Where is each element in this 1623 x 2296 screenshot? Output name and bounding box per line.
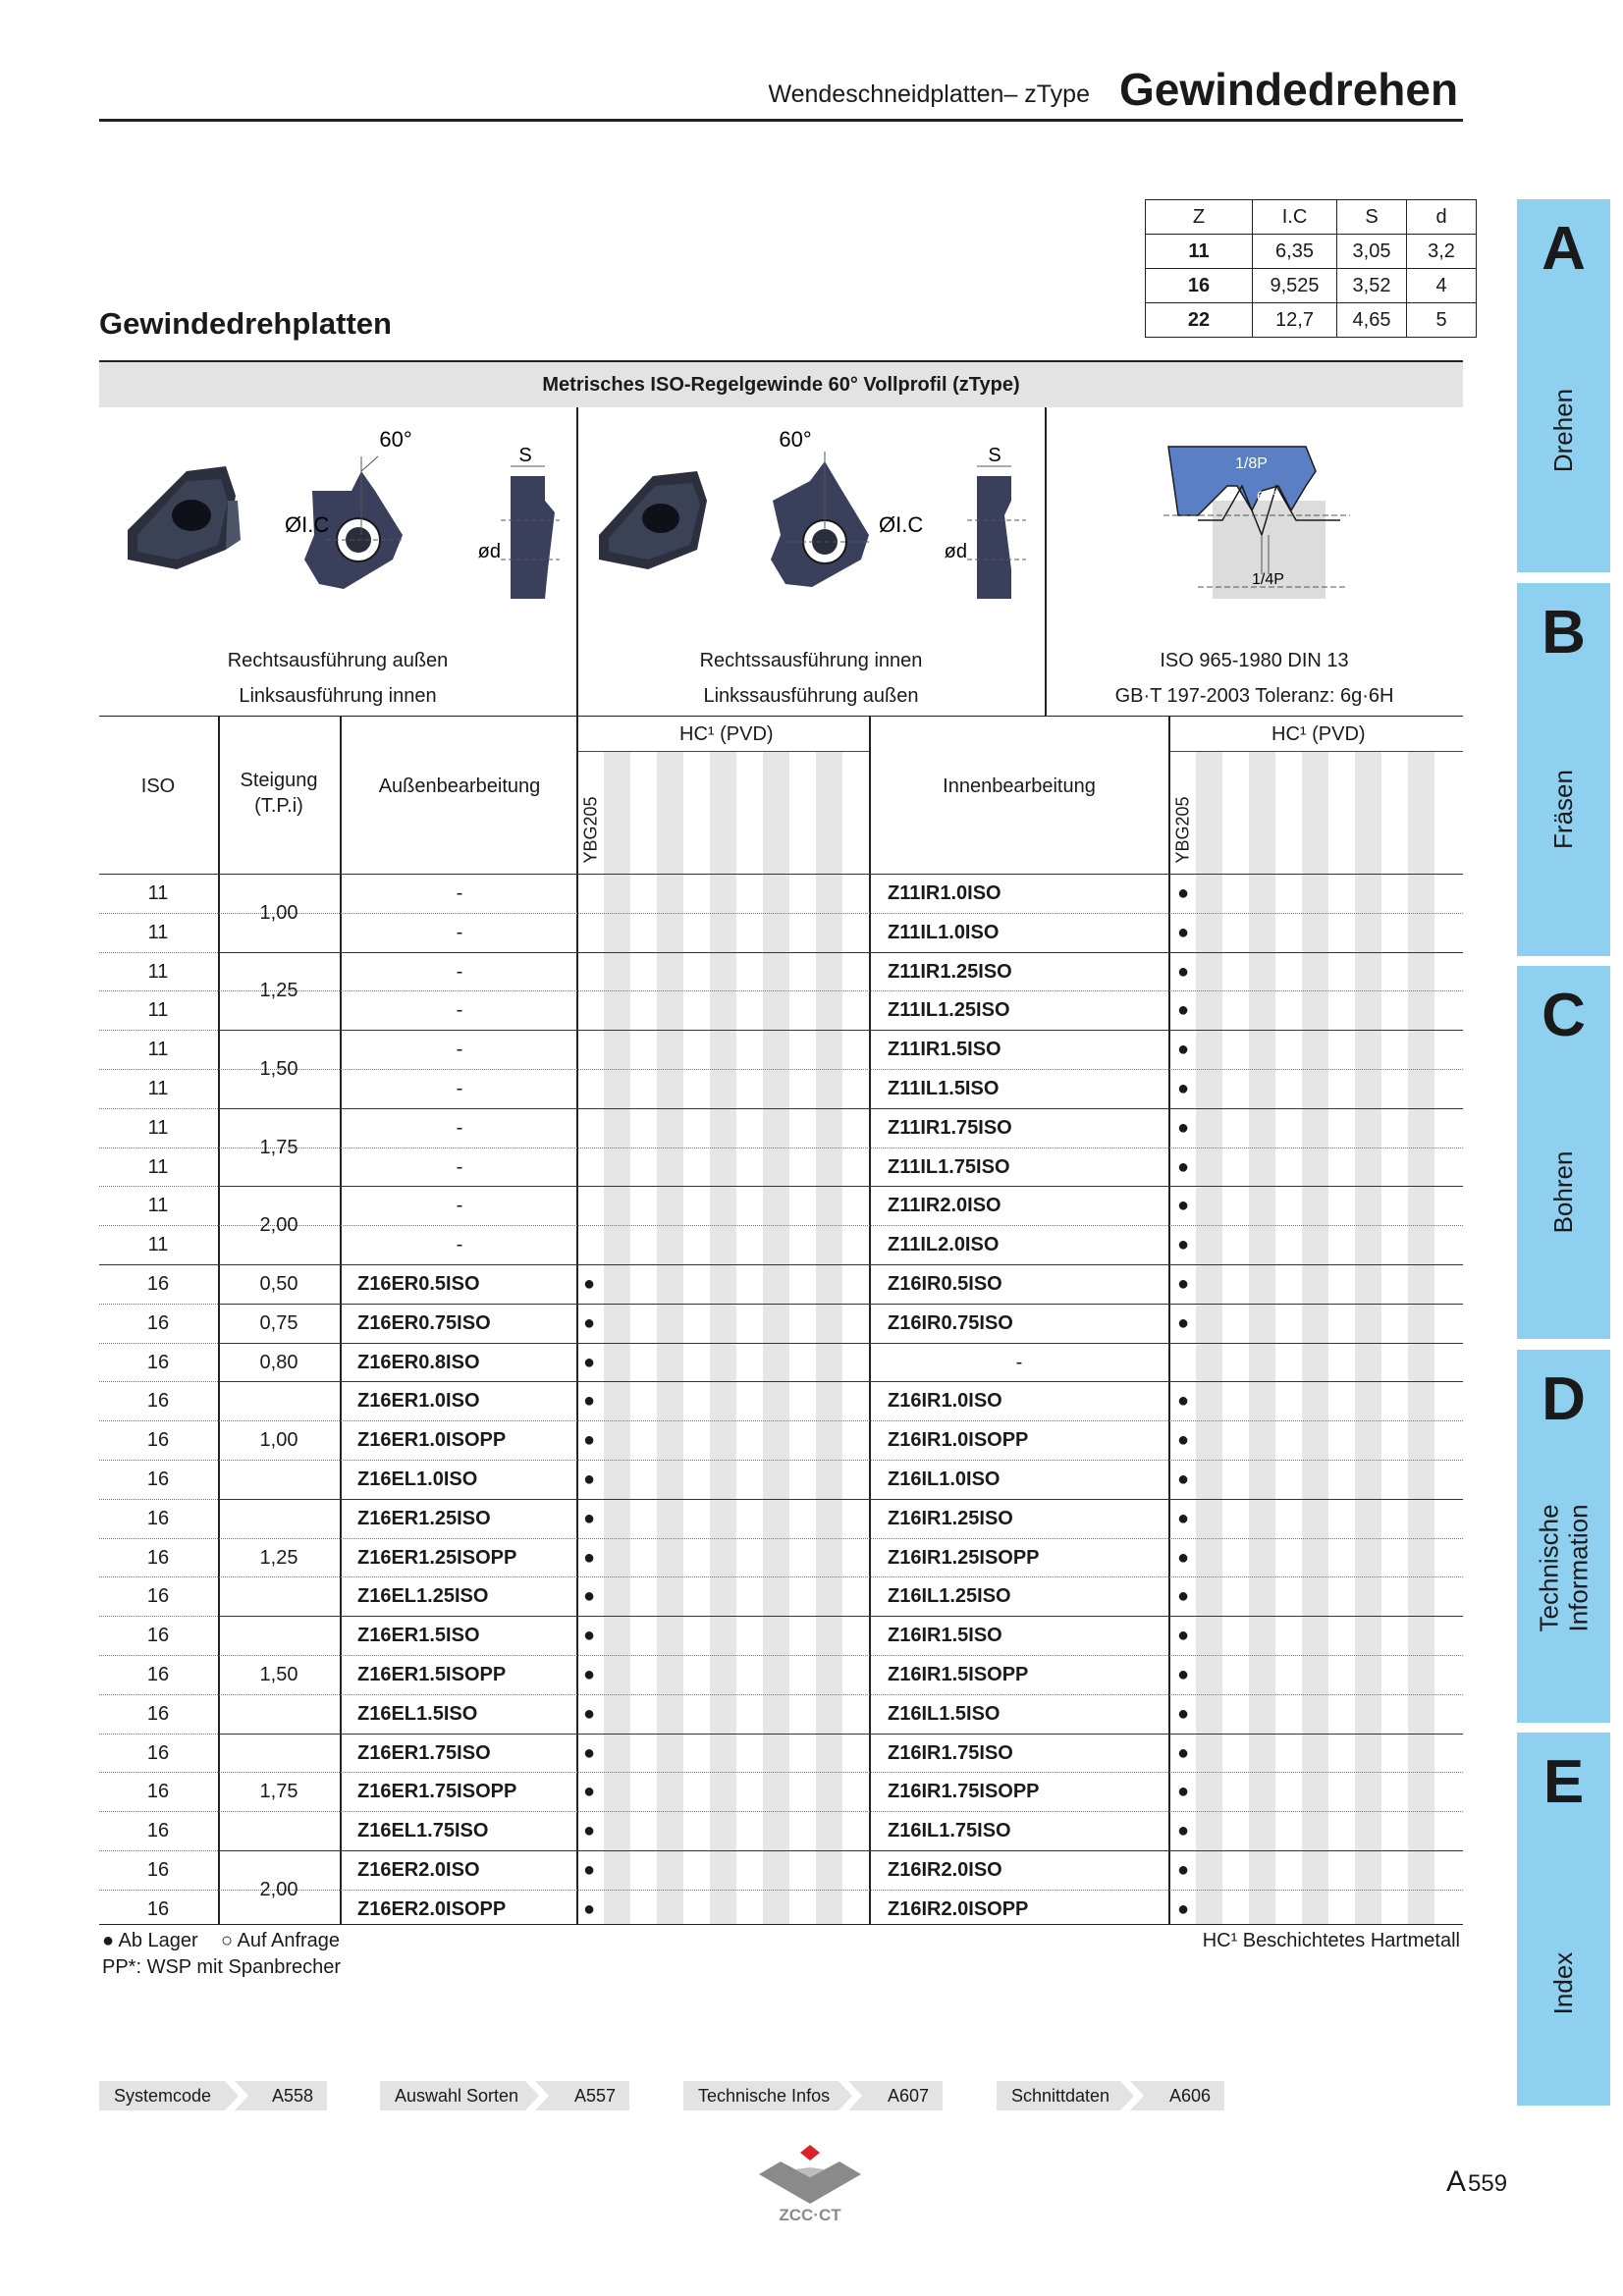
grade-group-ext: HC¹ (PVD) — [679, 723, 774, 745]
spec-cell: 4,65 — [1337, 303, 1407, 338]
tab-label: Drehen — [1548, 388, 1578, 473]
row-divider — [99, 1694, 1463, 1695]
ic-label: ØI.C — [285, 512, 330, 537]
tab-drehen[interactable] — [1517, 199, 1610, 572]
int-stock-dot: ● — [1177, 1664, 1190, 1685]
int-stock-dot: ● — [1177, 1820, 1190, 1842]
int-code-cell: Z16IR0.5ISO — [888, 1273, 1002, 1295]
caption-standard — [1046, 643, 1463, 714]
grade-stripe — [816, 751, 842, 1925]
spec-cell: 9,525 — [1253, 269, 1337, 303]
int-stock-dot: ● — [1177, 1585, 1190, 1608]
external-insert-drawing — [108, 422, 569, 618]
pitch-cell: 2,00 — [259, 1878, 298, 1900]
group-divider — [219, 1304, 1463, 1305]
nav-label: Systemcode — [114, 2086, 212, 2106]
int-code-cell: Z11IR1.75ISO — [888, 1116, 1012, 1139]
iso-cell: 16 — [146, 1351, 170, 1373]
int-code-cell: - — [1015, 1351, 1023, 1373]
iso-cell: 16 — [146, 1664, 170, 1685]
nav-schnittdaten[interactable] — [997, 2081, 1224, 2110]
int-stock-dot: ● — [1177, 1897, 1190, 1920]
iso-cell: 16 — [146, 1468, 170, 1490]
tab-label: Bohren — [1548, 1150, 1578, 1234]
iso-cell: 11 — [147, 1234, 169, 1256]
int-code-cell: Z16IL1.5ISO — [888, 1702, 1001, 1725]
ext-stock-dot: ● — [583, 1351, 596, 1373]
grade-column-int — [1169, 751, 1463, 1925]
d-label: ød — [477, 541, 501, 562]
grade-stripe — [1196, 751, 1222, 1925]
grade-label-ext: YBG205 — [580, 796, 601, 864]
caption-line: ISO 965-1980 DIN 13 — [1160, 650, 1349, 671]
tab-technische-information[interactable] — [1517, 1350, 1610, 1723]
col-separator — [1168, 716, 1170, 1925]
legend-pp: PP*: WSP mit Spanbrecher — [102, 1956, 342, 1978]
spec-cell: 16 — [1146, 269, 1253, 303]
spec-cell: 4 — [1407, 269, 1477, 303]
int-code-cell: Z11IR2.0ISO — [888, 1195, 1001, 1217]
spec-cell: 12,7 — [1253, 303, 1337, 338]
legend-stock: ● Ab Lager — [102, 1930, 198, 1951]
col-header-pitch: Steigung (T.P.i) — [240, 770, 318, 817]
table-bottom-rule — [99, 1924, 1463, 1925]
ext-code-cell: Z16ER2.0ISOPP — [357, 1897, 507, 1920]
page-number-value: 559 — [1468, 2170, 1508, 2197]
ext-stock-dot — [583, 952, 603, 991]
nav-label: Auswahl Sorten — [395, 2086, 519, 2106]
iso-cell: 16 — [146, 1625, 170, 1647]
triangle-insert-icon — [771, 452, 869, 587]
ext-stock-dot — [583, 1186, 603, 1225]
thread-bottom-label: 1/4P — [1252, 571, 1284, 588]
ext-stock-dot — [583, 1030, 603, 1069]
legend-hc: HC¹ Beschichtetes Hartmetall — [1202, 1930, 1460, 1951]
internal-insert-drawing — [584, 422, 1041, 618]
pitch-cell: 0,50 — [259, 1272, 298, 1295]
thread-profile-drawing — [1159, 442, 1355, 609]
pitch-cell: 1,50 — [259, 1663, 298, 1685]
row-divider — [99, 874, 1463, 875]
group-divider — [219, 1616, 1463, 1617]
ext-code-cell: Z16ER1.5ISO — [357, 1625, 480, 1647]
group-divider — [219, 1734, 1463, 1735]
tab-letter: D — [1542, 1365, 1586, 1433]
row-divider — [99, 1811, 1463, 1812]
grade-stripe — [763, 751, 789, 1925]
nav-systemcode[interactable] — [99, 2081, 327, 2110]
pitch-cell: 1,00 — [259, 901, 298, 924]
page-number-prefix: A — [1446, 2165, 1467, 2198]
ext-code-cell: - — [456, 1195, 463, 1217]
iso-cell: 16 — [146, 1897, 170, 1920]
int-stock-dot: ● — [1177, 1039, 1190, 1061]
int-code-cell: Z16IR1.0ISOPP — [888, 1429, 1029, 1452]
row-divider — [99, 1576, 1463, 1577]
s-label: S — [518, 445, 532, 466]
nav-page: A606 — [1168, 2086, 1211, 2106]
thread-angle-label: 60° — [1257, 488, 1278, 504]
int-stock-dot: ● — [1177, 1741, 1190, 1764]
spec-cell: 3,05 — [1337, 235, 1407, 269]
ext-code-cell: - — [456, 882, 463, 904]
chevron-right-icon — [839, 2081, 862, 2110]
page-title: Gewindedrehen — [1119, 64, 1459, 115]
caption-line: Linkssausführung außen — [703, 685, 919, 707]
ext-code-cell: Z16ER2.0ISO — [357, 1859, 480, 1881]
group-divider — [219, 1850, 1463, 1851]
iso-cell: 11 — [147, 1078, 169, 1099]
spec-header: Z — [1146, 200, 1253, 235]
grade-label-int: YBG205 — [1172, 796, 1193, 864]
tab-fraesen[interactable] — [1517, 583, 1610, 956]
spec-cell: 3,52 — [1337, 269, 1407, 303]
ext-stock-dot: ● — [583, 1820, 596, 1842]
ext-stock-dot: ● — [583, 1546, 596, 1569]
int-code-cell: Z16IR2.0ISO — [888, 1859, 1002, 1881]
int-stock-dot: ● — [1177, 1546, 1190, 1569]
int-code-cell: Z11IL1.5ISO — [888, 1078, 1000, 1099]
chevron-right-icon — [225, 2081, 248, 2110]
tab-label: Fräsen — [1548, 770, 1578, 849]
nav-technische-infos[interactable] — [683, 2081, 943, 2110]
ext-stock-dot: ● — [583, 1390, 596, 1413]
grade-stripe — [1249, 751, 1275, 1925]
grade-stripe — [1408, 751, 1434, 1925]
spec-table — [1145, 199, 1477, 338]
int-stock-dot: ● — [1177, 1507, 1190, 1529]
int-code-cell: Z16IL1.75ISO — [888, 1820, 1011, 1842]
ext-stock-dot — [583, 913, 603, 952]
chevron-right-icon — [1120, 2081, 1144, 2110]
grade-stripe — [657, 751, 683, 1925]
iso-cell: 11 — [147, 1155, 169, 1178]
group-divider — [219, 1264, 1463, 1265]
int-code-cell: Z11IL2.0ISO — [888, 1234, 1000, 1256]
iso-cell: 16 — [146, 1429, 170, 1452]
spec-cell: 11 — [1146, 235, 1253, 269]
s-label: S — [988, 445, 1001, 466]
ext-stock-dot: ● — [583, 1429, 596, 1452]
iso-cell: 16 — [146, 1390, 170, 1413]
ext-stock-dot: ● — [583, 1702, 596, 1725]
insert-photo-icon — [599, 471, 707, 569]
ext-code-cell: - — [456, 999, 463, 1022]
page-number — [1446, 2165, 1507, 2199]
spec-header: d — [1407, 200, 1477, 235]
ext-stock-dot: ● — [583, 1897, 596, 1920]
ext-stock-dot: ● — [583, 1273, 596, 1295]
pitch-cell: 1,75 — [259, 1136, 298, 1158]
ext-code-cell: Z16EL1.5ISO — [357, 1702, 478, 1725]
row-divider — [99, 1460, 1463, 1461]
grade-stripe — [1355, 751, 1381, 1925]
nav-label: Technische Infos — [698, 2086, 831, 2106]
int-code-cell: Z16IL1.25ISO — [888, 1585, 1011, 1608]
header-rule — [99, 716, 1463, 717]
ext-code-cell: - — [456, 1039, 463, 1061]
ext-stock-dot: ● — [583, 1859, 596, 1881]
pitch-cell: 1,00 — [259, 1429, 298, 1452]
ext-stock-dot: ● — [583, 1781, 596, 1803]
ext-stock-dot: ● — [583, 1664, 596, 1685]
thread-top-label: 1/8P — [1235, 455, 1268, 472]
ext-stock-dot: ● — [583, 1585, 596, 1608]
tab-bohren[interactable] — [1517, 966, 1610, 1339]
nav-page: A557 — [573, 2086, 616, 2106]
caption-line: Linksausführung innen — [239, 685, 437, 707]
table-band-title: Metrisches ISO-Regelgewinde 60° Vollprofil (zType) — [99, 362, 1463, 407]
nav-auswahl-sorten[interactable] — [380, 2081, 629, 2110]
ext-code-cell: Z16ER0.75ISO — [357, 1311, 491, 1334]
group-divider — [219, 1108, 1463, 1109]
tab-letter: A — [1542, 215, 1586, 283]
int-code-cell: Z16IR1.75ISO — [888, 1741, 1013, 1764]
int-code-cell: Z16IR1.25ISO — [888, 1507, 1013, 1529]
int-code-cell: Z16IR1.0ISO — [888, 1390, 1002, 1413]
caption-line: Rechtssausführung innen — [699, 650, 923, 671]
ext-code-cell: Z16ER1.25ISO — [357, 1507, 491, 1529]
int-code-cell: Z11IL1.75ISO — [888, 1155, 1010, 1178]
int-code-cell: Z11IR1.0ISO — [888, 882, 1001, 904]
ext-stock-dot: ● — [583, 1741, 596, 1764]
pitch-cell: 0,75 — [259, 1311, 298, 1334]
group-divider — [219, 1186, 1463, 1187]
header-subtitle: Wendeschneidplatten– zType — [768, 80, 1090, 108]
iso-cell: 11 — [147, 921, 169, 943]
ext-code-cell: - — [456, 1116, 463, 1139]
side-profile-icon — [967, 466, 1026, 599]
grade-stripe — [1302, 751, 1328, 1925]
iso-cell: 11 — [147, 999, 169, 1022]
ext-stock-dot: ● — [583, 1507, 596, 1529]
caption-external — [99, 643, 576, 714]
spec-header: S — [1337, 200, 1407, 235]
pitch-cell: 1,50 — [259, 1058, 298, 1080]
angle-label: 60° — [379, 427, 412, 452]
int-code-cell: Z16IR1.25ISOPP — [888, 1546, 1040, 1569]
tab-letter: E — [1542, 1748, 1585, 1816]
int-stock-dot: ● — [1177, 960, 1190, 983]
int-stock-dot: ● — [1177, 1390, 1190, 1413]
ext-stock-dot — [583, 1069, 603, 1108]
int-code-cell: Z16IL1.0ISO — [888, 1468, 1001, 1490]
grade-group-rule — [1169, 751, 1463, 752]
ext-stock-dot: ● — [583, 1468, 596, 1490]
tab-letter: C — [1542, 982, 1586, 1049]
int-stock-dot: ● — [1177, 1859, 1190, 1881]
grade-column-ext — [577, 751, 870, 1925]
int-stock-dot: ● — [1177, 921, 1190, 943]
ext-code-cell: Z16EL1.75ISO — [357, 1820, 489, 1842]
int-stock-dot — [1177, 1343, 1197, 1382]
int-code-cell: Z11IL1.25ISO — [888, 999, 1010, 1022]
ext-code-cell: - — [456, 1234, 463, 1256]
section-title: Gewindedrehplatten — [99, 306, 392, 341]
int-code-cell: Z11IL1.0ISO — [888, 921, 1000, 943]
int-stock-dot: ● — [1177, 1429, 1190, 1452]
pitch-cell: 1,75 — [259, 1781, 298, 1803]
ext-code-cell: - — [456, 960, 463, 983]
spec-cell: 6,35 — [1253, 235, 1337, 269]
pitch-cell: 1,25 — [259, 1546, 298, 1569]
iso-cell: 11 — [147, 960, 169, 983]
int-stock-dot: ● — [1177, 1078, 1190, 1099]
iso-cell: 11 — [147, 882, 169, 904]
group-divider — [219, 1343, 1463, 1344]
int-stock-dot: ● — [1177, 1702, 1190, 1725]
iso-cell: 16 — [146, 1820, 170, 1842]
pitch-cell: 2,00 — [259, 1214, 298, 1237]
tab-label: Index — [1548, 1951, 1578, 2015]
int-stock-dot: ● — [1177, 1234, 1190, 1256]
pitch-cell: 0,80 — [259, 1351, 298, 1373]
ext-code-cell: Z16ER1.25ISOPP — [357, 1546, 517, 1569]
col-separator — [869, 716, 871, 1925]
ext-code-cell: Z16ER0.5ISO — [357, 1273, 480, 1295]
ext-code-cell: - — [456, 1155, 463, 1178]
int-code-cell: Z11IR1.25ISO — [888, 960, 1012, 983]
side-profile-icon — [501, 466, 560, 599]
int-stock-dot: ● — [1177, 882, 1190, 904]
group-divider — [219, 1499, 1463, 1500]
ic-label: ØI.C — [879, 512, 924, 537]
grade-stripe — [710, 751, 736, 1925]
group-divider — [219, 952, 1463, 953]
pitch-cell: 1,25 — [259, 980, 298, 1002]
int-stock-dot: ● — [1177, 1195, 1190, 1217]
grade-group-int: HC¹ (PVD) — [1271, 723, 1366, 745]
ext-stock-dot — [583, 990, 603, 1030]
tab-label: Technische Information — [1534, 1504, 1594, 1632]
grade-group-rule — [577, 751, 870, 752]
spec-header: I.C — [1253, 200, 1337, 235]
int-code-cell: Z11IR1.5ISO — [888, 1039, 1001, 1061]
iso-cell: 16 — [146, 1273, 170, 1295]
ext-code-cell: Z16ER1.75ISO — [357, 1741, 491, 1764]
caption-line: Rechtsausführung außen — [227, 650, 449, 671]
ext-code-cell: - — [456, 1078, 463, 1099]
ext-stock-dot — [583, 1148, 603, 1187]
ext-code-cell: Z16ER0.8ISO — [357, 1351, 480, 1373]
iso-cell: 16 — [146, 1741, 170, 1764]
ext-code-cell: Z16ER1.0ISO — [357, 1390, 480, 1413]
col-header-ext: Außenbearbeitung — [378, 775, 541, 797]
iso-cell: 16 — [146, 1546, 170, 1569]
group-divider — [219, 1381, 1463, 1382]
logo-text: ZCC·CT — [779, 2206, 841, 2223]
ext-stock-dot — [583, 874, 603, 913]
ext-code-cell: Z16ER1.0ISOPP — [357, 1429, 507, 1452]
iso-cell: 11 — [147, 1195, 169, 1217]
ext-code-cell: Z16ER1.5ISOPP — [357, 1664, 507, 1685]
ext-stock-dot: ● — [583, 1625, 596, 1647]
tab-letter: B — [1542, 599, 1586, 667]
int-stock-dot: ● — [1177, 1468, 1190, 1490]
ext-stock-dot — [583, 1225, 603, 1264]
int-stock-dot: ● — [1177, 1781, 1190, 1803]
int-code-cell: Z16IR2.0ISOPP — [888, 1897, 1029, 1920]
nav-label: Schnittdaten — [1011, 2086, 1110, 2106]
int-code-cell: Z16IR1.5ISO — [888, 1625, 1002, 1647]
zcc-ct-logo — [751, 2140, 869, 2223]
iso-cell: 11 — [147, 1039, 169, 1061]
chevron-right-icon — [525, 2081, 549, 2110]
spec-cell: 22 — [1146, 303, 1253, 338]
d-label: ød — [944, 541, 967, 562]
int-stock-dot: ● — [1177, 1311, 1190, 1334]
ext-code-cell: Z16EL1.0ISO — [357, 1468, 478, 1490]
int-code-cell: Z16IR0.75ISO — [888, 1311, 1013, 1334]
iso-cell: 16 — [146, 1859, 170, 1881]
group-divider — [219, 1030, 1463, 1031]
tab-index[interactable] — [1517, 1733, 1610, 2106]
int-code-cell: Z16IR1.5ISOPP — [888, 1664, 1029, 1685]
int-stock-dot: ● — [1177, 1273, 1190, 1295]
col-header-int: Innenbearbeitung — [943, 775, 1096, 797]
iso-cell: 16 — [146, 1781, 170, 1803]
insert-photo-icon — [128, 466, 241, 569]
iso-cell: 16 — [146, 1585, 170, 1608]
int-code-cell: Z16IR1.75ISOPP — [888, 1781, 1040, 1803]
nav-page: A558 — [271, 2086, 313, 2106]
caption-internal — [577, 643, 1045, 714]
iso-cell: 16 — [146, 1311, 170, 1334]
spec-cell: 5 — [1407, 303, 1477, 338]
iso-cell: 11 — [147, 1116, 169, 1139]
angle-label: 60° — [779, 427, 812, 452]
int-stock-dot: ● — [1177, 1116, 1190, 1139]
int-stock-dot: ● — [1177, 1155, 1190, 1178]
ext-code-cell: Z16ER1.75ISOPP — [357, 1781, 517, 1803]
ext-stock-dot — [583, 1108, 603, 1148]
iso-cell: 16 — [146, 1702, 170, 1725]
ext-code-cell: - — [456, 921, 463, 943]
legend-request: ○ Auf Anfrage — [221, 1930, 341, 1951]
ext-stock-dot: ● — [583, 1311, 596, 1334]
grade-stripe — [604, 751, 630, 1925]
iso-cell: 16 — [146, 1507, 170, 1529]
ext-code-cell: Z16EL1.25ISO — [357, 1585, 489, 1608]
col-header-iso: ISO — [140, 775, 176, 797]
spec-cell: 3,2 — [1407, 235, 1477, 269]
int-stock-dot: ● — [1177, 999, 1190, 1022]
nav-page: A607 — [887, 2086, 929, 2106]
int-stock-dot: ● — [1177, 1625, 1190, 1647]
header-rule — [99, 119, 1463, 122]
caption-line: GB·T 197-2003 Toleranz: 6g·6H — [1114, 685, 1394, 707]
